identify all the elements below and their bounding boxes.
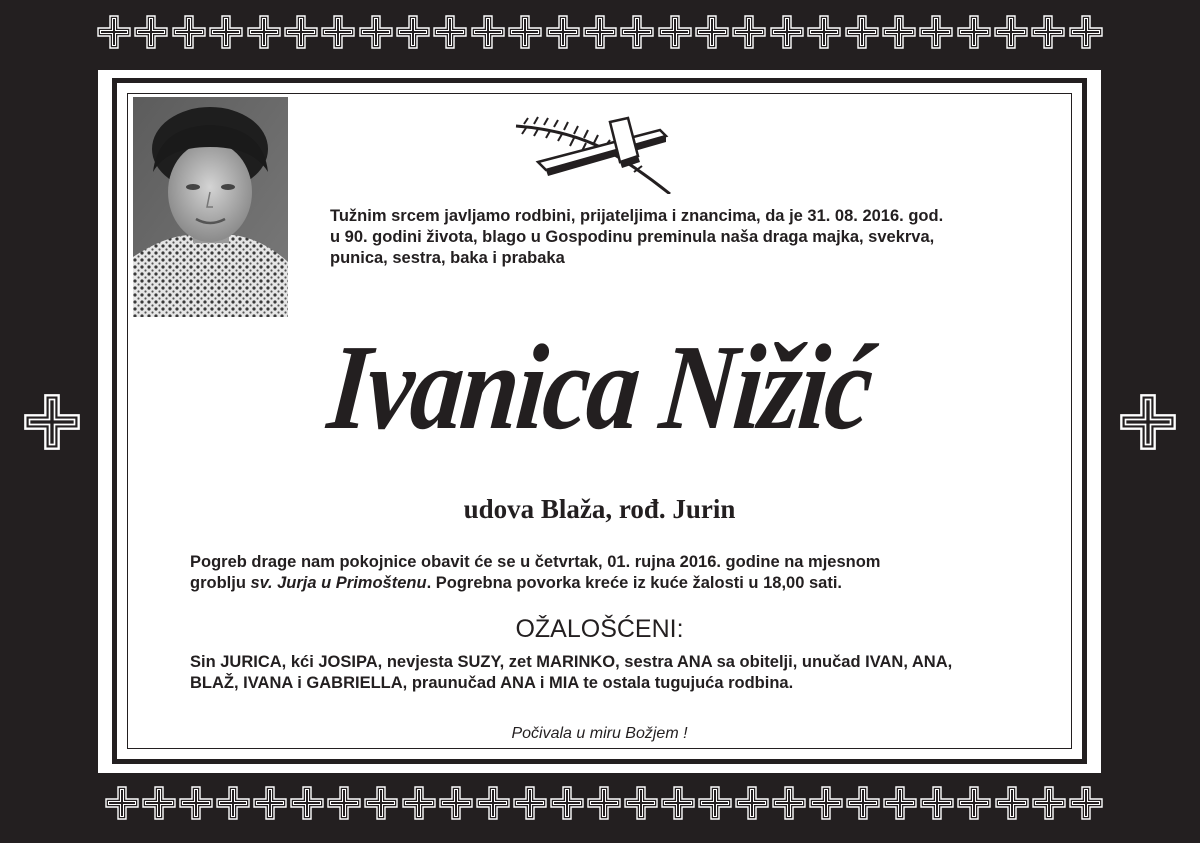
- ornamental-cross-icon: [956, 14, 992, 50]
- ornamental-cross-icon: [697, 785, 733, 821]
- ornamental-cross-icon: [844, 14, 880, 50]
- ornamental-cross-icon: [1031, 785, 1067, 821]
- ornamental-cross-icon: [401, 785, 437, 821]
- ornamental-cross-icon: [141, 785, 177, 821]
- ornamental-cross-icon: [283, 14, 319, 50]
- funeral-line: [190, 573, 1070, 594]
- ornamental-cross-icon: [734, 785, 770, 821]
- ornamental-cross-icon: [470, 14, 506, 50]
- ornamental-cross-icon: [657, 14, 693, 50]
- ornamental-cross-icon: [881, 14, 917, 50]
- ornamental-cross-icon: [771, 785, 807, 821]
- ornamental-cross-icon: [545, 14, 581, 50]
- announcement-text: [330, 206, 1050, 269]
- ornamental-cross-icon: [918, 14, 954, 50]
- cross-with-palm-icon: [510, 112, 690, 194]
- ornamental-cross-icon: [956, 785, 992, 821]
- deceased-name: Ivanica Nižić: [323, 320, 876, 455]
- ornamental-cross-icon: [731, 14, 767, 50]
- ornamental-cross-icon: [806, 14, 842, 50]
- cemetery-name: sv. Jurja u Primoštenu: [250, 574, 427, 592]
- mourners-line: Sin JURICA, kći JOSIPA, nevjesta SUZY, zet MARINKO, sestra ANA sa obitelji, unučad IVAN, ANA,: [190, 653, 953, 671]
- ornamental-cross-icon: [395, 14, 431, 50]
- mourners-list: [190, 652, 1080, 694]
- ornamental-cross-icon: [994, 785, 1030, 821]
- ornamental-cross-icon: [660, 785, 696, 821]
- ornamental-cross-icon: [252, 785, 288, 821]
- funeral-line: Pogreb drage nam pokojnice obavit će se u četvrtak, 01. rujna 2016. godine na mjesnom: [190, 553, 881, 571]
- ornamental-cross-icon: [769, 14, 805, 50]
- announcement-line: u 90. godini života, blago u Gospodinu preminula naša draga majka, svekrva,: [330, 228, 935, 246]
- portrait-photo: [133, 97, 288, 317]
- funeral-details: [190, 552, 1070, 594]
- ornamental-cross-icon: [438, 785, 474, 821]
- ornamental-cross-icon: [22, 392, 82, 452]
- ornamental-cross-icon: [320, 14, 356, 50]
- ornamental-cross-icon: [619, 14, 655, 50]
- ornamental-cross-icon: [208, 14, 244, 50]
- ornamental-cross-icon: [104, 785, 140, 821]
- ornamental-cross-icon: [363, 785, 399, 821]
- ornamental-cross-icon: [96, 14, 132, 50]
- ornamental-cross-icon: [512, 785, 548, 821]
- ornamental-cross-icon: [215, 785, 251, 821]
- ornamental-cross-icon: [845, 785, 881, 821]
- ornamental-cross-icon: [178, 785, 214, 821]
- top-ornament-border: [96, 14, 1104, 50]
- ornamental-cross-icon: [133, 14, 169, 50]
- ornamental-cross-icon: [586, 785, 622, 821]
- funeral-text: . Pogrebna povorka kreće iz kuće žalosti u 18,00 sati.: [426, 574, 842, 592]
- ornamental-cross-icon: [1030, 14, 1066, 50]
- bottom-ornament-border: [104, 785, 1104, 821]
- ornamental-cross-icon: [694, 14, 730, 50]
- deceased-subtitle: udova Blaža, rođ. Jurin: [463, 494, 736, 524]
- mourners-line: BLAŽ, IVANA i GABRIELLA, praunučad ANA i MIA te ostala tugujuća rodbina.: [190, 674, 794, 692]
- closing-phrase: Počivala u miru Božjem !: [511, 725, 688, 742]
- obituary-card: [98, 70, 1101, 773]
- ornamental-cross-icon: [1068, 14, 1104, 50]
- ornamental-cross-icon: [246, 14, 282, 50]
- mourners-heading: OŽALOŠĆENI:: [515, 615, 684, 643]
- ornamental-cross-icon: [623, 785, 659, 821]
- ornamental-cross-icon: [326, 785, 362, 821]
- announcement-line: Tužnim srcem javljamo rodbini, prijateljima i znancima, da je 31. 08. 2016. god.: [330, 207, 944, 225]
- ornamental-cross-icon: [171, 14, 207, 50]
- ornamental-cross-icon: [919, 785, 955, 821]
- ornamental-cross-icon: [549, 785, 585, 821]
- ornamental-cross-icon: [1118, 392, 1178, 452]
- ornamental-cross-icon: [993, 14, 1029, 50]
- announcement-line: punica, sestra, baka i prabaka: [330, 249, 565, 267]
- ornamental-cross-icon: [1068, 785, 1104, 821]
- ornamental-cross-icon: [432, 14, 468, 50]
- ornamental-cross-icon: [507, 14, 543, 50]
- ornamental-cross-icon: [882, 785, 918, 821]
- ornamental-cross-icon: [358, 14, 394, 50]
- ornamental-cross-icon: [475, 785, 511, 821]
- ornamental-cross-icon: [582, 14, 618, 50]
- ornamental-cross-icon: [289, 785, 325, 821]
- funeral-text: groblju: [190, 574, 251, 592]
- ornamental-cross-icon: [808, 785, 844, 821]
